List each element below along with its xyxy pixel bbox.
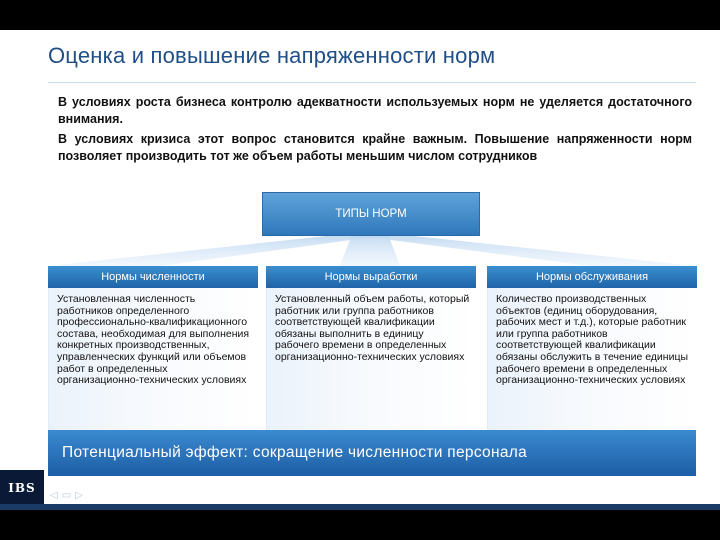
slide: [0, 30, 720, 510]
column-headcount-norms: [48, 266, 258, 434]
column-header: Нормы численности: [48, 266, 258, 288]
intro-paragraph-2: В условиях кризиса этот вопрос становится крайне важным. Повышение напряженности норм позволяет производить тот же объем работы меньшим числом сотрудников: [58, 132, 692, 163]
effect-banner: Потенциальный эффект: сокращение численности персонала: [48, 430, 696, 476]
column-header: Нормы обслуживания: [487, 266, 697, 288]
column-service-norms: [487, 266, 697, 434]
connector-fan: [0, 30, 720, 290]
slide-navigation: [50, 490, 87, 501]
slide-menu-icon[interactable]: ▭: [61, 490, 76, 501]
ibs-logo: IBS: [0, 470, 44, 506]
footer-bar: [0, 504, 720, 510]
column-body: Установленная численность работников определенного профессионально-квалификационного состава, необходимая для выполнения конкретных производственных, управленческих функций или объемов работ в определенных организационно-технических условиях: [48, 288, 258, 440]
column-body: Количество производственных объектов (единиц оборудования, рабочих мест и т.д.), которые работник или группа работников соответствующей квалификации обязаны обслужить в течение единицы рабочего времени в определенных организационно-технических условиях: [487, 288, 697, 440]
column-output-norms: [266, 266, 476, 434]
intro-paragraph-1: В условиях роста бизнеса контролю адекватности используемых норм не уделяется достаточного внимания.: [58, 95, 692, 126]
next-slide-icon[interactable]: ▷: [75, 490, 87, 501]
norm-types-box: ТИПЫ НОРМ: [262, 192, 480, 236]
slide-title: Оценка и повышение напряженности норм: [48, 43, 496, 68]
prev-slide-icon[interactable]: ◁: [50, 490, 62, 501]
column-body: Установленный объем работы, который работник или группа работников соответствующей квалификации обязаны выполнить в единицу рабочего времени в определенных организационно-технических условиях: [266, 288, 476, 440]
column-header: Нормы выработки: [266, 266, 476, 288]
